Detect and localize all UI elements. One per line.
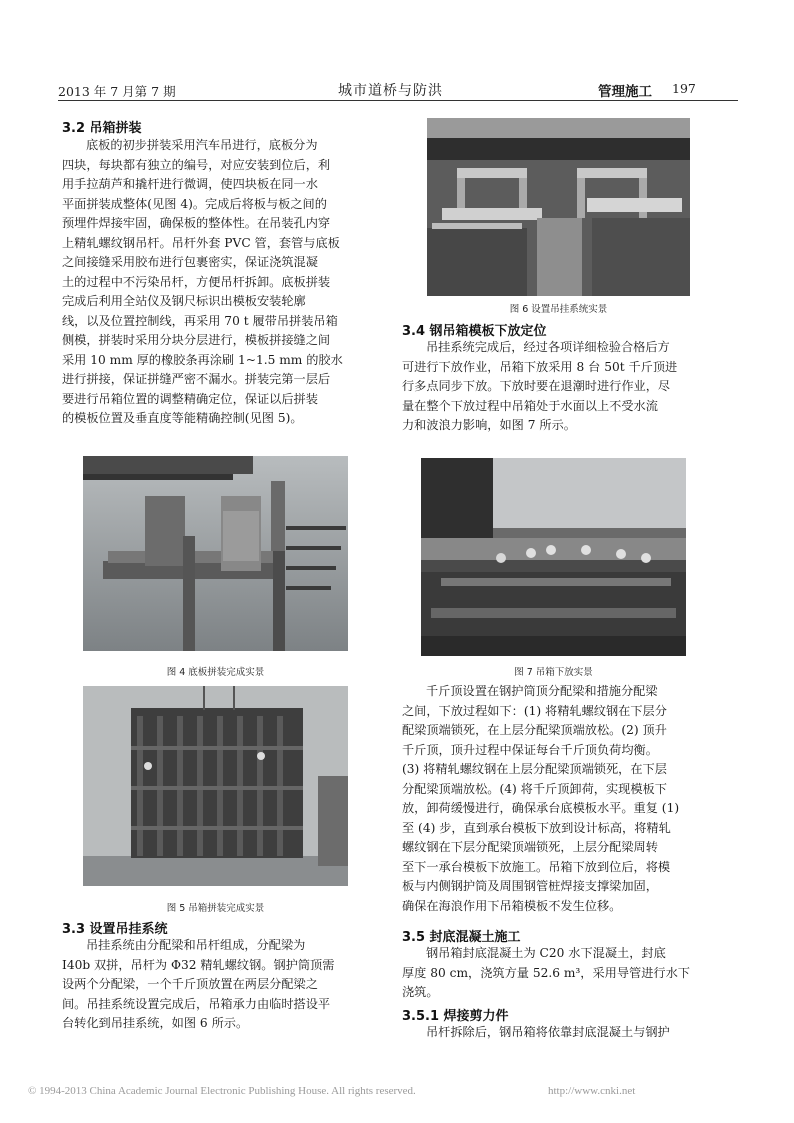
text-line: 采用 10 mm 厚的橡胶条再涂刷 1~1.5 mm 的胶水 [62,352,343,367]
heading-3-2: 3.2 吊箱拼装 [62,121,142,136]
text-line: 配梁顶端锁死，在上层分配梁顶端放松。(2) 顶升 [402,723,667,737]
heading-3-4: 3.4 钢吊箱模板下放定位 [402,324,547,339]
text-line: 量在整个下放过程中吊箱处于水面以上不受水流 [402,398,658,413]
header-section: 管理施工 [598,84,652,100]
text-line: 吊挂系统由分配梁和吊杆组成，分配梁为 [86,938,306,952]
paragraph-3-3 [62,936,390,1034]
text-line: 千斤顶设置在钢护筒顶分配梁和措施分配梁 [426,684,658,698]
text-line: 螺纹钢在下层分配梁顶端锁死，上层分配梁周转 [402,840,658,854]
figure-6-photo [427,118,690,296]
text-line: 之间接缝采用胶布进行包裹密实，保证浇筑混凝 [62,255,318,269]
figure-5-photo [83,686,348,886]
text-line: 分配梁顶端放松。(4) 将千斤顶卸荷，实现模板下 [402,781,667,796]
text-line: 吊挂系统完成后，经过各项详细检验合格后方 [426,340,670,354]
figure-5-caption: 图 5 吊箱拼装完成实景 [166,903,265,914]
text-line: 上精轧螺纹钢吊杆。吊杆外套 PVC 管，套管与底板 [62,235,340,250]
text-line: 板与内侧钢护筒及周围钢管桩焊接支撑梁加固， [402,879,658,893]
header-date: 2013 年 7 月第 7 期 [58,84,176,99]
text-line: 浇筑。 [402,985,439,999]
text-line: I40b 双拼，吊杆为 Φ32 精轧螺纹钢。钢护筒顶需 [62,957,335,972]
text-line: 可进行下放作业，吊箱下放采用 8 台 50t 千斤顶进 [402,359,678,374]
text-line: 底板的初步拼装采用汽车吊进行，底板分为 [86,138,318,152]
text-line: 至下一承台模板下放施工。吊箱下放到位后，将模 [402,859,671,874]
footer-url[interactable]: http://www.cnki.net [548,1085,636,1097]
text-line: 用手拉葫芦和撬杆进行微调，使四块板在同一水 [62,177,318,191]
paragraph-3-5-1 [402,1023,737,1043]
text-line: 设两个分配梁，一个千斤顶放置在两层分配梁之 [62,977,318,991]
text-line: 至 (4) 步，直到承台模板下放到设计标高，将精轧 [402,820,671,835]
text-line: 进行拼接，保证拼缝严密不漏水。拼装完第一层后 [62,372,331,386]
text-line: 预埋件焊接牢固，确保板的整体性。在吊装孔内穿 [62,216,331,230]
heading-3-3: 3.3 设置吊挂系统 [62,922,168,937]
text-line: (3) 将精轧螺纹钢在上层分配梁顶端锁死，在下层 [402,762,667,776]
text-line: 放，卸荷缓慢进行，确保承台底模板水平。重复 (1) [402,801,680,815]
text-line: 台转化到吊挂系统，如图 6 所示。 [62,1016,249,1030]
paragraph-3-4 [402,338,737,436]
paragraph-3-5 [402,944,737,1003]
header-journal-title: 城市道桥与防洪 [338,83,443,99]
heading-3-5: 3.5 封底混凝土施工 [402,930,521,945]
text-line: 间。吊挂系统设置完成后，吊箱承力由临时搭设平 [62,996,331,1011]
text-line: 侧模，拼装时采用分块分层进行，模板拼接缝之间 [62,333,331,347]
text-line: 千斤顶，顶升过程中保证每台千斤顶负荷均衡。 [402,742,658,757]
text-line: 行多点同步下放。下放时要在退潮时进行作业，尽 [402,379,671,393]
text-line: 完成后利用全站仪及钢尺标识出模板安装轮廓 [62,294,306,308]
text-line: 平面拼装成整体(见图 4)。完成后将板与板之间的 [62,196,327,211]
text-line: 的模板位置及垂直度等能精确控制(见图 5)。 [62,411,303,425]
text-line: 厚度 80 cm，浇筑方量 52.6 m³，采用导管进行水下 [402,965,690,980]
header-rule [58,100,738,101]
text-line: 线，以及位置控制线，再采用 70 t 履带吊拼装吊箱 [62,313,338,328]
figure-7-caption: 图 7 吊箱下放实景 [514,667,593,678]
heading-3-5-1: 3.5.1 焊接剪力件 [402,1009,509,1024]
text-line: 力和波浪力影响，如图 7 所示。 [402,418,576,432]
figure-4-photo [83,456,348,651]
figure-6-caption: 图 6 设置吊挂系统实景 [509,304,608,315]
text-line: 吊杆拆除后，钢吊箱将依靠封底混凝土与钢护 [426,1025,670,1039]
footer-copyright: © 1994-2013 China Academic Journal Electronic Publishing House. All rights reserved. [28,1085,416,1097]
figure-7-photo [421,458,686,656]
text-line: 确保在海浪作用下吊箱模板不发生位移。 [402,898,622,913]
paragraph-jack-process [402,682,737,916]
header-page-number: 197 [672,81,696,96]
text-line: 钢吊箱封底混凝土为 C20 水下混凝土，封底 [426,946,666,960]
figure-4-caption: 图 4 底板拼装完成实景 [166,667,265,678]
paragraph-3-2 [62,136,390,429]
text-line: 土的过程中不污染吊杆，方便吊杆拆卸。底板拼装 [62,274,331,289]
text-line: 要进行吊箱位置的调整精确定位，保证以后拼装 [62,391,318,406]
text-line: 之间，下放过程如下：(1) 将精轧螺纹钢在下层分 [402,703,667,718]
text-line: 四块，每块都有独立的编号，对应安装到位后，利 [62,157,331,172]
